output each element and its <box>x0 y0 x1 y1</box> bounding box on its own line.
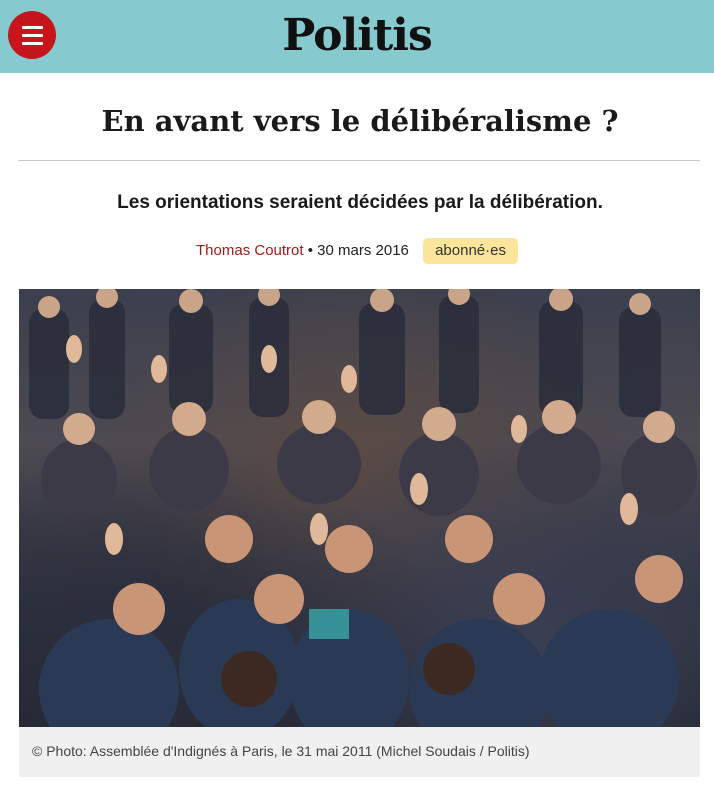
article-meta <box>0 238 714 264</box>
subscriber-badge: abonné·es <box>423 238 518 264</box>
article-photo <box>19 289 700 727</box>
article-title: En avant vers le délibéralisme ? <box>101 104 619 138</box>
article-figure <box>19 289 700 777</box>
photo-caption: © Photo: Assemblée d'Indignés à Paris, le 31 mai 2011 (Michel Soudais / Politis) <box>32 743 530 759</box>
author-link[interactable]: Thomas Coutrot <box>196 242 304 259</box>
crowd-photo-illustration <box>19 289 700 727</box>
publish-date: 30 mars 2016 <box>317 242 409 259</box>
meta-separator: • <box>307 242 313 259</box>
title-divider <box>18 160 700 161</box>
article-subtitle: Les orientations seraient décidées par la délibération. <box>117 192 603 213</box>
site-logo[interactable]: Politis <box>282 10 432 61</box>
site-header <box>0 0 714 73</box>
